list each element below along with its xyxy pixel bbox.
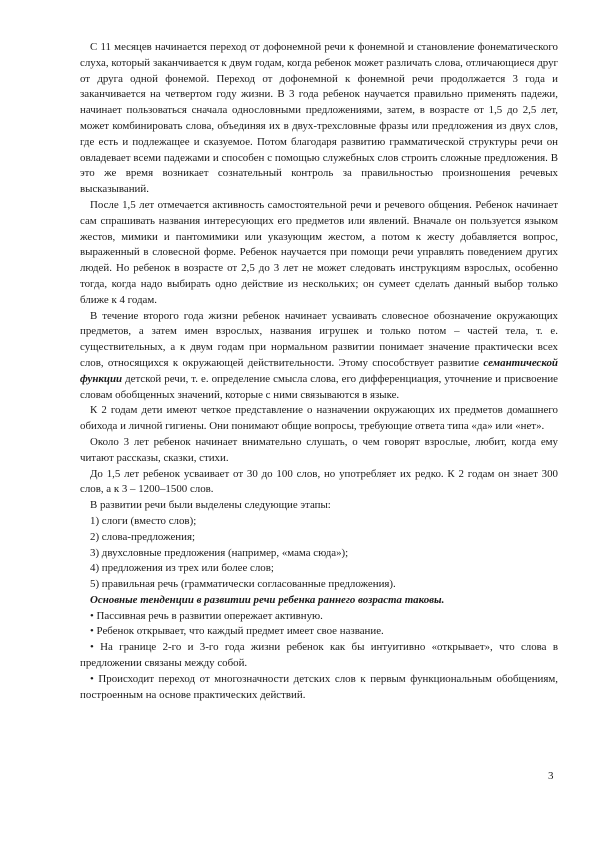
stage-item: 3) двухсловные предложения (например, «мама сюда»);	[90, 546, 349, 559]
semantic-function-emphasis: семантической функции	[80, 356, 558, 385]
trend-item: • Пассивная речь в развитии опережает активную.	[90, 609, 323, 622]
trend-item: • Ребенок открывает, что каждый предмет имеет свое название.	[90, 625, 384, 638]
page-number: 3	[548, 770, 554, 782]
trends-heading: Основные тенденции в развитии речи ребенка раннего возраста таковы.	[90, 593, 445, 606]
semantic-text-after: детской речи, т. е. определение смысла слова, его дифференциация, уточнение и присвоение словам обобщенных значений, которые с ними связываются в языке.	[80, 372, 558, 401]
paragraph-listening: Около 3 лет ребенок начинает внимательно слушать, о чем говорят взрослые, любит, когда ему читают рассказы, сказки, стихи.	[80, 435, 558, 464]
stage-item: 2) слова-предложения;	[90, 530, 195, 543]
paragraph-household-items: К 2 годам дети имеют четкое представление о назначении окружающих их предметов домашнего обихода и личной гигиены. Они понимают общие вопросы, требующие ответа типа «да» или «нет».	[80, 404, 558, 433]
stage-item: 4) предложения из трех или более слов;	[90, 562, 274, 575]
paragraph-vocabulary: До 1,5 лет ребенок усваивает от 30 до 100 слов, но употребляет их редко. К 2 годам он знает 300 слов, а к 3 – 1200–1500 слов.	[80, 467, 558, 496]
trend-item: • Происходит переход от многозначности детских слов к первым функциональным обобщениям, построенным на основе практических действий.	[80, 672, 558, 701]
stage-item: 5) правильная речь (грамматически согласованные предложения).	[90, 578, 396, 591]
stage-item: 1) слоги (вместо слов);	[90, 514, 197, 527]
paragraph-semantic-function	[80, 309, 558, 404]
paragraph-speech-activity: После 1,5 лет отмечается активность самостоятельной речи и речевого общения. Ребенок начинает сам спрашивать названия интересующих его предметов или явлений. Вначале он пользуется языком жестов, мимики и пантомимики или указующим жестом, а потом к жесту добавляется вопрос, выраженный в словесной форме. Ребенок научается при помощи речи управлять поведением других людей. Но ребенок в возрасте от 2,5 до 3 лет не может следовать инструкциям взрослых, особенно тогда, когда надо выбирать одно действие из нескольких; он сумеет сделать данный выбор только ближе к 4 годам.	[80, 198, 558, 306]
document-page	[80, 40, 558, 703]
semantic-text-before: В течение второго года жизни ребенок начинает усваивать словесное обозначение окружающих предметов, а затем имен взрослых, названия игрушек и только потом – частей тела, т. е. существительных, а к двум годам при нормальном развитии понимает значение практически всех слов, относящихся к окружающей действительности. Этому способствует развитие	[80, 309, 558, 369]
paragraph-stages-intro: В развитии речи были выделены следующие этапы:	[90, 499, 331, 512]
trend-item: • На границе 2-го и 3-го года жизни ребенок как бы интуитивно «открывает», что слова в предложении связаны между собой.	[80, 641, 558, 670]
paragraph-phonemic-transition: С 11 месяцев начинается переход от дофонемной речи к фонемной и становление фонематического слуха, который заканчивается к двум годам, когда ребенок может различать слова, отличающиеся друг от друга одной фонемой. Переход от дофонемной к фонемной речи продолжается 3 года и заканчивается на четвертом году жизни. В 3 года ребенок научается правильно применять падежи, начинает пользоваться сначала однословными предложениями, затем, в возрасте от 1,5 до 2,5 лет, может комбинировать слова, объединяя их в двух-трехсловные фразы или предложения из двух слов, где есть и подлежащее и сказуемое. Потом благодаря развитию грамматической структуры речи он овладевает всеми падежами и способен с помощью служебных слов строить сложные предложения. В это же время возникает сознательный контроль за правильностью произношения речевых высказываний.	[80, 41, 558, 196]
